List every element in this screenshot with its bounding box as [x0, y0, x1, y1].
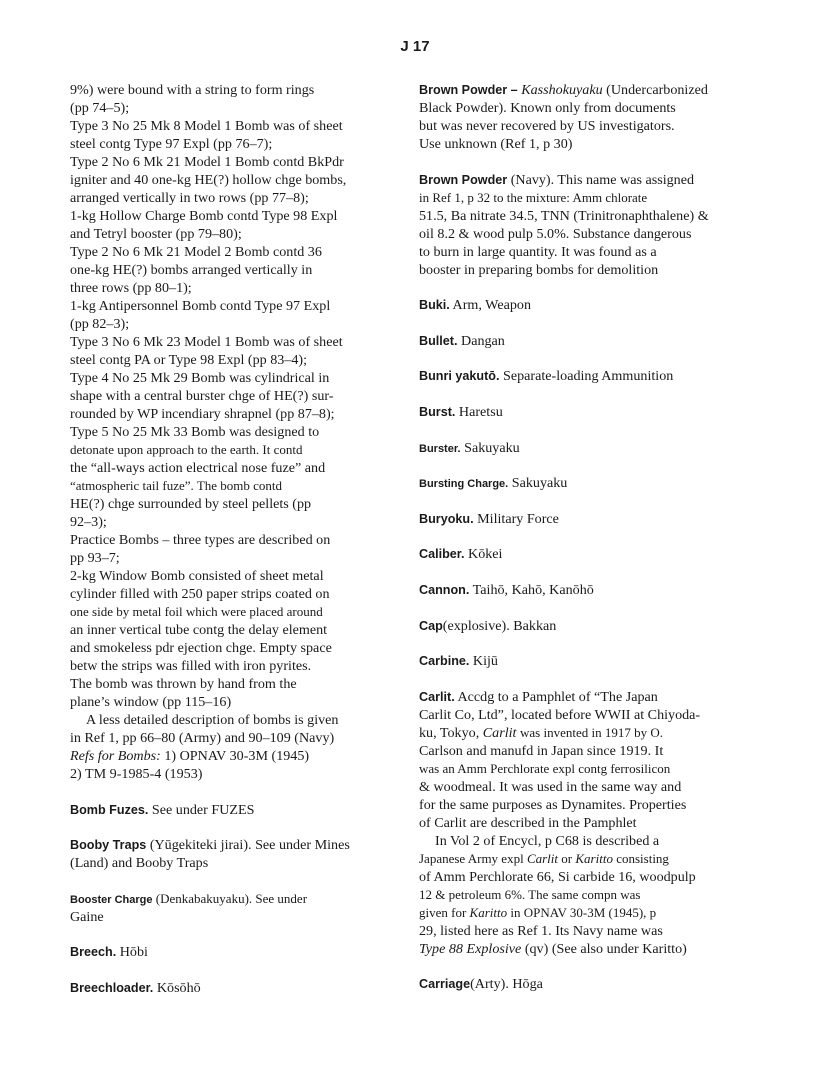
text-line: booster in preparing bombs for demolition: [419, 261, 659, 278]
entry-term: Burst.: [419, 404, 456, 419]
text-line: & woodmeal. It was used in the same way and: [419, 778, 682, 795]
text-line: oil 8.2 & wood pulp 5.0%. Substance dangerous: [419, 225, 692, 242]
entry-text: (Navy). This name was assigned: [510, 171, 695, 188]
text-line: HE(?) chge surrounded by steel pellets (pp: [70, 496, 312, 512]
entry-term: Burster.: [419, 442, 461, 455]
text-span: consisting: [616, 850, 669, 866]
text-line: cylinder filled with 250 paper strips coated on: [70, 586, 330, 602]
entry-text: Haretsu: [458, 403, 503, 420]
entry-term: Buryoku.: [419, 511, 474, 526]
entry-caliber: [419, 545, 749, 563]
text-line: Type 2 No 6 Mk 21 Model 2 Bomb contd 36: [70, 244, 322, 260]
entry-text: Sakuyaku: [464, 439, 520, 456]
entry-buki: [419, 296, 749, 314]
text-line: was an Amm Perchlorate expl contg ferrosilicon: [419, 760, 671, 776]
text-line: an inner vertical tube contg the delay element: [70, 622, 328, 638]
text-line: steel contg Type 97 Expl (pp 76–7);: [70, 136, 273, 152]
entry-carriage: [419, 975, 749, 993]
text-line: 51.5, Ba nitrate 34.5, TNN (Trinitronaphthalene) &: [419, 207, 709, 224]
text-line: in Ref 1, p 32 to the mixture: Amm chlorate: [419, 189, 648, 205]
text-span: or: [561, 850, 573, 866]
entry-term: Caliber.: [419, 547, 465, 562]
entry-term: Bullet.: [419, 333, 458, 348]
text-line: In Vol 2 of Encycl, p C68 is described a: [435, 832, 660, 849]
entry-term: Carbine.: [419, 654, 470, 669]
text-line: 1-kg Antipersonnel Bomb contd Type 97 Expl: [70, 298, 331, 314]
text-line: Type 3 No 25 Mk 8 Model 1 Bomb was of sheet: [70, 118, 343, 134]
text-span: ku, Tokyo,: [419, 724, 480, 741]
entry-bullet: [419, 332, 749, 350]
entry-text: Separate-loading Ammunition: [503, 368, 674, 385]
entry-booby-traps: [70, 836, 385, 872]
text-line: of Carlit are described in the Pamphlet: [419, 814, 637, 831]
text-line: plane’s window (pp 115–16): [70, 694, 232, 710]
text-line: 29, listed here as Ref 1. Its Navy name was: [419, 922, 663, 939]
text-span: given for: [419, 904, 467, 920]
text-line: (pp 82–3);: [70, 316, 130, 332]
text-line: 2-kg Window Bomb consisted of sheet metal: [70, 568, 324, 584]
text-line: rounded by WP incendiary shrapnel (pp 87–8);: [70, 406, 335, 422]
entry-breechloader: [70, 979, 385, 997]
text-line: pp 93–7;: [70, 550, 120, 566]
entry-bursting-charge: [419, 474, 749, 492]
text-italic: Karitto: [575, 850, 613, 866]
text-line: 92–3);: [70, 514, 107, 530]
entry-text: Accdg to a Pamphlet of “The Japan: [457, 688, 658, 705]
text-line: arranged vertically in two rows (pp 77–8);: [70, 190, 309, 206]
text-line: the “all-ways action electrical nose fuze” and: [70, 460, 326, 476]
text-line: of Amm Perchlorate 66, Si carbide 16, woodpulp: [419, 868, 696, 885]
entry-term: Booby Traps: [70, 838, 147, 853]
entry-term: Bunri yakutō.: [419, 369, 500, 384]
entry-cap: [419, 617, 749, 635]
entry-text: (explosive). Bakkan: [442, 617, 557, 634]
text-line: “atmospheric tail fuze”. The bomb contd: [70, 478, 283, 493]
text-line: Practice Bombs – three types are described on: [70, 532, 331, 548]
text-line: and Tetryl booster (pp 79–80);: [70, 226, 242, 242]
entry-japanese: Kasshokuyaku: [521, 82, 603, 98]
entry-text: Dangan: [461, 332, 505, 349]
text-line: steel contg PA or Type 98 Expl (pp 83–4);: [70, 352, 308, 368]
text-italic: Carlit: [526, 850, 559, 866]
entry-text: Taihō, Kahō, Kanōhō: [472, 581, 594, 598]
text-line: Type 3 No 6 Mk 23 Model 1 Bomb was of sheet: [70, 334, 343, 350]
entry-term: Brown Powder –: [419, 83, 518, 97]
right-column: [419, 81, 749, 993]
entry-buryoku: [419, 510, 749, 528]
entry-term: Breechloader.: [70, 980, 154, 995]
text-line: to burn in large quantity. It was found as a: [419, 243, 657, 260]
text-span: was invented in 1917 by O.: [519, 724, 663, 740]
text-italic: Carlit: [482, 724, 517, 741]
entry-text: (Undercarbonized: [606, 82, 708, 98]
text-line: Type 2 No 6 Mk 21 Model 1 Bomb contd BkPdr: [70, 154, 344, 170]
text-line: one-kg HE(?) bombs arranged vertically in: [70, 262, 313, 278]
text-line: but was never recovered by US investigators.: [419, 118, 675, 134]
entry-cannon: [419, 581, 749, 599]
entry-text: (Land) and Booby Traps: [70, 855, 209, 872]
text-line: three rows (pp 80–1);: [70, 280, 192, 296]
entry-term: Buki.: [419, 298, 450, 313]
text-line: Use unknown (Ref 1, p 30): [419, 136, 573, 152]
text-line: Type 4 No 25 Mk 29 Bomb was cylindrical in: [70, 370, 330, 386]
entry-term: Booster Charge: [70, 893, 153, 906]
entry-text: Arm, Weapon: [452, 297, 531, 314]
text-line: The bomb was thrown by hand from the: [70, 676, 297, 692]
entry-term: Cap: [419, 618, 443, 633]
entry-text: Gaine: [70, 908, 104, 925]
entry-text: Hōbi: [119, 944, 148, 961]
text-span: (qv) (See also under Karitto): [524, 940, 687, 957]
entry-burster: [419, 439, 749, 457]
left-column: [70, 81, 385, 997]
entry-text: (Arty). Hōga: [470, 976, 543, 993]
entry-term: Cannon.: [419, 582, 470, 597]
text-line: 9%) were bound with a string to form rings: [70, 82, 315, 98]
text-line: igniter and 40 one-kg HE(?) hollow chge bombs,: [70, 172, 347, 188]
text-line: for the same purposes as Dynamites. Properties: [419, 796, 687, 813]
text-line: 12 & petroleum 6%. The same compn was: [419, 886, 641, 902]
entry-bomb-fuzes: [70, 801, 385, 819]
entry-text: See under FUZES: [151, 801, 255, 818]
entry-text: (Yūgekiteki jirai). See under Mines: [149, 837, 350, 854]
entry-text: Kōsōhō: [156, 979, 201, 996]
entry-text: Sakuyaku: [511, 475, 568, 492]
text-span: Japanese Army expl: [419, 850, 524, 866]
entry-text: (Denkabakuyaku). See under: [155, 890, 308, 906]
text-line: one side by metal foil which were placed around: [70, 604, 323, 619]
entry-text: Kijū: [472, 653, 498, 670]
text-line: Carlit Co, Ltd”, located before WWII at Chiyoda-: [419, 706, 701, 723]
text-line: detonate upon approach to the earth. It contd: [70, 442, 303, 457]
entry-burst: [419, 403, 749, 421]
text-line: shape with a central burster chge of HE(?) sur-: [70, 388, 334, 404]
entry-carbine: [419, 652, 749, 670]
entry-carlit: [419, 688, 749, 958]
bombs-paragraph: [70, 81, 385, 783]
text-line: Carlson and manufd in Japan since 1919. It: [419, 742, 664, 759]
entry-booster-charge: [70, 890, 385, 926]
ref-1: 1) OPNAV 30-3M (1945): [164, 748, 310, 764]
page-number: J 17: [400, 38, 430, 55]
entry-term: Breech.: [70, 945, 117, 960]
entry-text: Military Force: [477, 510, 559, 527]
text-line: Black Powder). Known only from documents: [419, 100, 676, 116]
text-line: 1-kg Hollow Charge Bomb contd Type 98 Expl: [70, 208, 338, 224]
entry-term: Bomb Fuzes.: [70, 802, 149, 817]
entry-brown-powder-1: [419, 81, 749, 153]
text-italic: Type 88 Explosive: [419, 940, 522, 957]
text-line: in Ref 1, pp 66–80 (Army) and 90–109 (Navy): [70, 730, 335, 746]
text-italic: Karitto: [469, 904, 508, 920]
refs-label: Refs for Bombs:: [70, 748, 161, 764]
entry-term: Bursting Charge.: [419, 478, 509, 491]
text-line: A less detailed description of bombs is given: [86, 712, 339, 728]
text-span: in OPNAV 30-3M (1945), p: [510, 904, 657, 920]
entry-term: Carlit.: [419, 689, 455, 704]
text-line: (pp 74–5);: [70, 100, 130, 116]
entry-text: Kōkei: [468, 546, 503, 563]
text-line: and smokeless pdr ejection chge. Empty space: [70, 640, 332, 656]
entry-term: Carriage: [419, 977, 471, 992]
entry-brown-powder-2: [419, 171, 749, 279]
entry-breech: [70, 943, 385, 961]
entry-term: Brown Powder: [419, 172, 508, 187]
entry-bunri-yakuto: [419, 367, 749, 385]
refs-line: [70, 747, 385, 765]
text-line: Type 5 No 25 Mk 33 Bomb was designed to: [70, 424, 320, 440]
text-line: betw the strips was filled with iron pyrites.: [70, 658, 312, 674]
ref-2: 2) TM 9-1985-4 (1953): [70, 766, 203, 782]
